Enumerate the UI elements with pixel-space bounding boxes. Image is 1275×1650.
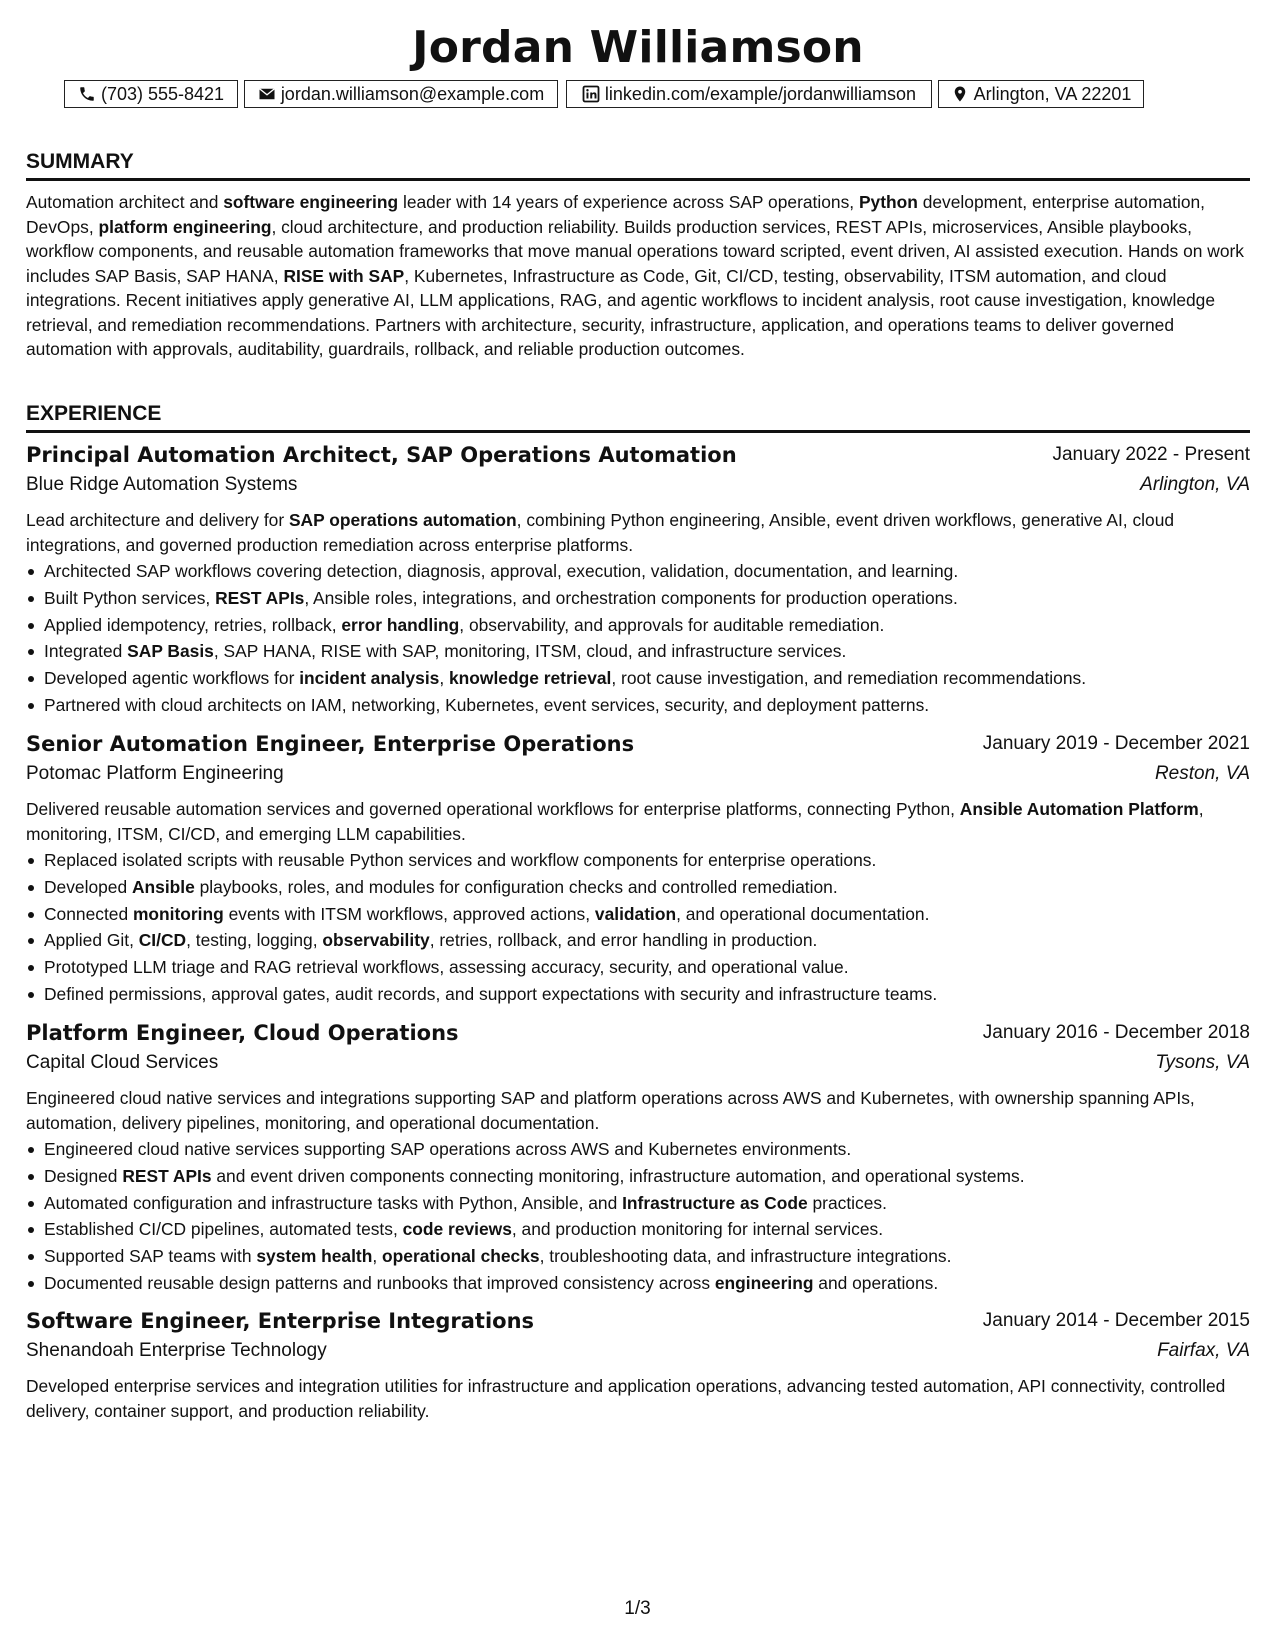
job-company: Capital Cloud Services	[26, 1052, 219, 1073]
bold-phrase: software engineering	[223, 192, 399, 212]
bullet-item	[44, 585, 1268, 612]
bold-phrase: Python	[858, 192, 918, 212]
linkedin-icon	[582, 85, 600, 103]
bullet-item	[44, 874, 1268, 901]
bold-phrase: Ansible Automation Platform	[959, 799, 1199, 819]
contact-linkedin-text: linkedin.com/example/jordanwilliamson	[604, 83, 917, 104]
bold-phrase: REST APIs	[215, 587, 305, 608]
text-run: , troubleshooting data, and infrastructure integrations.	[539, 1246, 952, 1267]
bold-phrase: SAP Basis	[127, 641, 214, 662]
job-dates: January 2016 - December 2018	[982, 1022, 1250, 1043]
job-title: Senior Automation Engineer, Enterprise Operations	[26, 732, 635, 756]
text-run: Built Python services,	[44, 587, 216, 608]
text-run: Partnered with cloud architects on IAM, networking, Kubernetes, event services, security, and deployment patterns.	[44, 694, 930, 715]
map-pin-icon	[951, 85, 969, 103]
text-run: , root cause investigation, and remediation recommendations.	[611, 668, 1087, 689]
text-run: , and production monitoring for internal services.	[511, 1219, 884, 1240]
bold-phrase: validation	[594, 903, 677, 924]
bold-phrase: platform engineering	[98, 216, 272, 237]
bullet-item	[44, 558, 1268, 585]
text-run: Defined permissions, approval gates, audit records, and support expectations with security and infrastructure teams.	[44, 983, 938, 1004]
job-bullets	[26, 847, 1268, 1008]
text-run: Automation architect and	[26, 192, 224, 212]
summary-heading: SUMMARY	[26, 150, 1250, 181]
text-run: , cloud architecture, and production reliability. Builds production services, REST APIs, microservices, Ansible playbooks, workflow components, and reusable automation frameworks that move manual operations toward scripted, event driven, AI assisted execution. Hands on work includes SAP Basis, SAP HANA,	[26, 216, 1244, 286]
bullet-item	[44, 954, 1268, 981]
text-run: Prototyped LLM triage and RAG retrieval workflows, assessing accuracy, security, and operational value.	[44, 957, 849, 978]
text-run: , testing, logging,	[186, 930, 323, 951]
page-number: 1/3	[624, 1598, 651, 1619]
text-run: Established CI/CD pipelines, automated tests,	[44, 1219, 403, 1240]
text-run: and operations.	[813, 1272, 939, 1293]
bold-phrase: monitoring	[132, 903, 224, 924]
text-run: and event driven components connecting monitoring, infrastructure automation, and operational systems.	[211, 1165, 1025, 1186]
text-run: , retries, rollback, and error handling in production.	[429, 930, 818, 951]
text-run: Connected	[44, 903, 133, 924]
bullet-item	[44, 692, 1268, 719]
contact-email-text: jordan.williamson@example.com	[280, 83, 545, 104]
job-intro	[26, 1086, 1250, 1135]
text-run: Applied idempotency, retries, rollback,	[44, 614, 342, 635]
contact-location-text: Arlington, VA 22201	[973, 83, 1132, 104]
bold-phrase: REST APIs	[122, 1165, 212, 1186]
bold-phrase: code reviews	[402, 1219, 512, 1240]
bullet-item	[44, 847, 1268, 874]
job-bullets	[26, 558, 1268, 719]
contact-linkedin[interactable]	[566, 80, 932, 108]
job-title: Principal Automation Architect, SAP Operations Automation	[26, 443, 737, 467]
job-location: Reston, VA	[1154, 763, 1250, 784]
bold-phrase: observability	[322, 930, 430, 951]
job-company: Potomac Platform Engineering	[26, 763, 284, 784]
text-run: Developed enterprise services and integration utilities for infrastructure and application operations, advancing tested automation, API connectivity, controlled delivery, container support, and production reliability.	[26, 1376, 1226, 1421]
job-location: Fairfax, VA	[1157, 1340, 1250, 1361]
phone-icon	[78, 85, 96, 103]
text-run: , combining Python engineering, Ansible, event driven workflows, generative AI, cloud integrations, and governed production remediation across enterprise platforms.	[26, 510, 1175, 555]
bold-phrase: error handling	[341, 614, 460, 635]
job-intro	[26, 508, 1250, 557]
job-company: Blue Ridge Automation Systems	[26, 474, 298, 495]
text-run: development, enterprise automation, DevOps,	[26, 192, 1205, 237]
text-run: Replaced isolated scripts with reusable Python services and workflow components for enterprise operations.	[44, 850, 877, 870]
resume-page	[26, 0, 1250, 1421]
bold-phrase: SAP operations automation	[288, 510, 517, 530]
bullet-item	[44, 981, 1268, 1008]
text-run: , observability, and approvals for auditable remediation.	[459, 614, 885, 635]
bullet-item	[44, 665, 1268, 692]
text-run: ,	[439, 668, 450, 689]
text-run: , and operational documentation.	[676, 903, 930, 924]
contact-email[interactable]	[244, 80, 558, 108]
bullet-item	[44, 612, 1268, 639]
bold-phrase: engineering	[714, 1272, 814, 1293]
bold-phrase: incident analysis	[299, 668, 440, 689]
bold-phrase: knowledge retrieval	[449, 668, 612, 689]
text-run: Lead architecture and delivery for	[26, 510, 289, 530]
text-run: ,	[372, 1246, 383, 1267]
experience-heading: EXPERIENCE	[26, 402, 1250, 433]
text-run: playbooks, roles, and modules for configuration checks and controlled remediation.	[194, 876, 838, 897]
text-run: events with ITSM workflows, approved actions,	[223, 903, 595, 924]
text-run: , monitoring, ITSM, CI/CD, and emerging LLM capabilities.	[26, 799, 1204, 844]
summary-text	[26, 190, 1250, 362]
bullet-item	[44, 1243, 1268, 1270]
bullet-item	[44, 1270, 1268, 1297]
bold-phrase: operational checks	[382, 1246, 540, 1267]
bold-phrase: RISE with SAP	[283, 265, 405, 286]
job-location: Arlington, VA	[1140, 474, 1250, 495]
job-intro	[26, 797, 1250, 846]
contact-phone-text: (703) 555-8421	[100, 83, 225, 104]
text-run: , Ansible roles, integrations, and orchestration components for production operations.	[304, 587, 958, 608]
text-run: Integrated	[44, 641, 128, 662]
job-title: Platform Engineer, Cloud Operations	[26, 1021, 459, 1045]
text-run: leader with 14 years of experience across SAP operations,	[398, 192, 859, 212]
text-run: Developed agentic workflows for	[44, 668, 300, 689]
contact-phone	[64, 80, 238, 108]
job-bullets	[26, 1136, 1268, 1297]
text-run: Supported SAP teams with	[44, 1246, 257, 1267]
text-run: Engineered cloud native services supporting SAP operations across AWS and Kubernetes environments.	[44, 1139, 852, 1159]
envelope-icon	[258, 85, 276, 103]
bullet-item	[44, 1190, 1268, 1217]
contact-location	[938, 80, 1144, 108]
text-run: Automated configuration and infrastructure tasks with Python, Ansible, and	[44, 1192, 623, 1213]
candidate-name: Jordan Williamson	[412, 22, 864, 73]
text-run: Documented reusable design patterns and runbooks that improved consistency across	[44, 1272, 715, 1293]
text-run: , Kubernetes, Infrastructure as Code, Git, CI/CD, testing, observability, ITSM automation, and cloud integrations. Recent initiatives apply generative AI, LLM applications, RAG, and agentic workflows to incident analysis, root cause investigation, knowledge retrieval, and remediation recommendations. Partners with architecture, security, infrastructure, application, and operations teams to deliver governed automation with approvals, auditability, guardrails, rollback, and reliable production outcomes.	[26, 265, 1216, 359]
bullet-item	[44, 1136, 1268, 1163]
bullet-item	[44, 638, 1268, 665]
job-company: Shenandoah Enterprise Technology	[26, 1340, 327, 1361]
text-run: practices.	[807, 1192, 887, 1213]
bullet-item	[44, 1216, 1268, 1243]
job-title: Software Engineer, Enterprise Integrations	[26, 1309, 535, 1333]
job-dates: January 2014 - December 2015	[982, 1310, 1250, 1331]
job-intro	[26, 1374, 1250, 1423]
bold-phrase: CI/CD	[138, 930, 187, 951]
text-run: Applied Git,	[44, 930, 139, 951]
job-dates: January 2022 - Present	[1052, 444, 1250, 465]
bold-phrase: Infrastructure as Code	[622, 1192, 808, 1213]
text-run: Delivered reusable automation services and governed operational workflows for enterprise platforms, connecting Python,	[26, 799, 960, 819]
bullet-item	[44, 901, 1268, 928]
bullet-item	[44, 927, 1268, 954]
bullet-item	[44, 1163, 1268, 1190]
job-dates: January 2019 - December 2021	[982, 733, 1250, 754]
bold-phrase: system health	[256, 1246, 373, 1267]
text-run: , SAP HANA, RISE with SAP, monitoring, ITSM, cloud, and infrastructure services.	[213, 641, 847, 662]
text-run: Developed	[44, 876, 132, 897]
bold-phrase: Ansible	[131, 876, 195, 897]
job-location: Tysons, VA	[1155, 1052, 1250, 1073]
text-run: Architected SAP workflows covering detection, diagnosis, approval, execution, validation, documentation, and learning.	[44, 561, 959, 581]
text-run: Engineered cloud native services and integrations supporting SAP and platform operations across AWS and Kubernetes, with ownership spanning APIs, automation, delivery pipelines, monitoring, and operational documentation.	[26, 1088, 1195, 1133]
text-run: Designed	[44, 1165, 123, 1186]
